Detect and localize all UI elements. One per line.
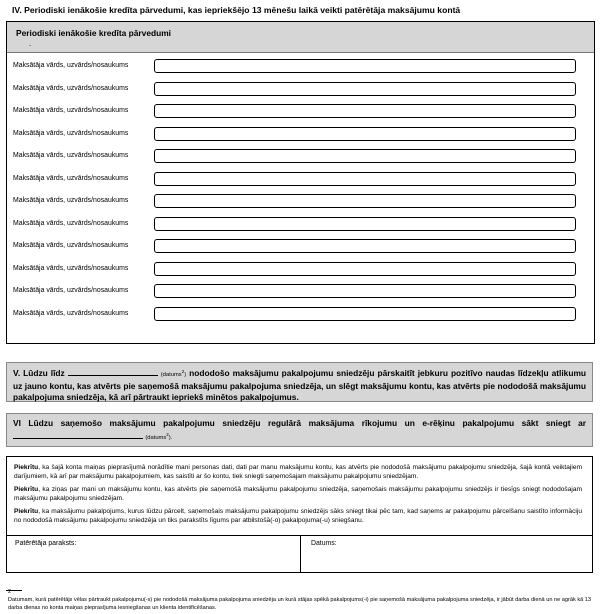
payer-row [7, 149, 594, 165]
payer-name-label: Maksātāja vārds, uzvārds/nosaukums [13, 84, 129, 92]
date-hint: (datums$^2$) [160, 369, 187, 378]
section-v-body: nododošo maksājumu pakalpojumu sniedzēju pārskaitīt jebkuru pozitīvo naudas līdzekļu atlikumu uz jauno kontu, kas atvērts pie saņemošā maksājumu pakalpojuma sniedzēja, un slēgt maksājumu kontu, kas atvērts pie nododošā maksājumu pakalpojuma sniedzēja, kā arī pārtraukt iepriekš minētos pakalpojumus. [13, 367, 587, 402]
section-v-box [6, 362, 593, 402]
payer-name-field[interactable] [154, 59, 576, 73]
section-iv-title: IV. Periodiski ienākošie kredīta pārvedumi, kas iepriekšējo 13 mēnešu laikā veikti patērētāja maksājumu kontā [12, 5, 461, 15]
consent-paragraph-3: Piekrītu, ka maksājumu pakalpojums, kurus lūdzu pārcelt, saņemošais maksājumu pakalpojumu sniedzējs sāks sniegt tikai pēc tam, kad saņems ar pakalpojumu pārcelšanu saistīto informāciju no nododošā maksājumu pakalpojumu sniedzēja un tiks parakstīts līgums par atbilstošā(-o) pakalpojuma(-u) sniegšanu. [14, 508, 582, 524]
payer-name-label: Maksātāja vārds, uzvārds/nosaukums [13, 219, 129, 227]
payer-name-field[interactable] [154, 217, 576, 231]
footnote-text: Datumam, kurā patērētājs vēlas pārtraukt pakalpojumu(-s) pie nododošā maksājuma pakalpojuma sniedzēja un kurā stājas spēkā pakalpojums(-i) pie saņemošā maksājuma pakalpojuma sniedzēja, ir jābūt darba dienā un ne agrāk kā 13 darba dienas no konta maiņas pieprasījuma iesniegšanas un klienta identificēšanas. [8, 597, 591, 611]
date-hint: (datums$^2$). [145, 432, 173, 441]
date-label: Datums: [311, 540, 337, 547]
payer-name-field[interactable] [154, 149, 576, 163]
section-vi-text [13, 418, 586, 444]
signature-column-divider [300, 535, 301, 572]
payer-name-field[interactable] [154, 127, 576, 141]
start-date-blank[interactable] [13, 431, 143, 439]
payer-name-field[interactable] [154, 194, 576, 208]
payer-row [7, 262, 594, 278]
payer-row [7, 217, 594, 233]
payer-row [7, 172, 594, 188]
transfer-date-blank[interactable] [68, 368, 158, 376]
payer-row [7, 82, 594, 98]
consent-paragraph-2: Piekrītu, ka ziņas par mani un maksājumu kontu, kas atvērts pie saņemošā maksājumu pakalpojumu sniedzēja, saņemošais maksājumu pakalpojumu sniedzējs ir tiesīgs sniegt nododošajam maksājumu pakalpojumu sniedzējam. [14, 486, 582, 502]
payer-name-field[interactable] [154, 82, 576, 96]
payer-name-label: Maksātāja vārds, uzvārds/nosaukums [13, 287, 129, 294]
consent-paragraph-1: Piekrītu, ka šajā konta maiņas pieprasījumā norādītie mani personas dati, dati par manu maksājumu kontu, kas atvērts pie nododošā maksājumu pakalpojumu sniedzēja, šajā kontā veiktajiem darījumiem, kā arī par maksājumu pakalpojumiem, kas saistīti ar šo kontu, tiek sniegti saņemošajam maksājumu pakalpojumu sniedzējam. [14, 464, 582, 480]
payer-name-label: Maksātāja vārds, uzvārds/nosaukums [13, 129, 129, 137]
payer-row [7, 127, 594, 143]
payer-name-field[interactable] [154, 239, 576, 253]
payer-name-label: Maksātāja vārds, uzvārds/nosaukums [13, 152, 129, 159]
section-v-prefix: V. Lūdzu līdz [13, 367, 65, 378]
payer-row [7, 59, 594, 75]
payer-name-field[interactable] [154, 284, 576, 298]
payer-row [7, 307, 594, 323]
signature-field[interactable] [8, 537, 298, 571]
periodic-transfers-header [7, 22, 594, 53]
payer-name-field[interactable] [154, 262, 576, 276]
periodic-transfers-title: Periodiski ienākošie kredīta pārvedumi [16, 28, 172, 38]
payer-name-label: Maksātāja vārds, uzvārds/nosaukums [13, 309, 129, 317]
section-vi-body: VI Lūdzu saņemošo maksājumu pakalpojumu sniedzēju regulārā maksājuma rīkojumu un e-rēķinu pakalpojumu sākt sniegt ar [13, 418, 586, 428]
section-v-text [13, 366, 586, 403]
payer-name-label: Maksātāja vārds, uzvārds/nosaukums [13, 62, 129, 69]
payer-row [7, 104, 594, 120]
section-vi-box [6, 413, 593, 447]
payer-name-field[interactable] [154, 172, 576, 186]
payer-name-label: Maksātāja vārds, uzvārds/nosaukums [13, 242, 129, 249]
payer-name-label: Maksātāja vārds, uzvārds/nosaukums [13, 107, 129, 114]
payer-name-label: Maksātāja vārds, uzvārds/nosaukums [13, 197, 129, 204]
payer-name-label: Maksātāja vārds, uzvārds/nosaukums [13, 174, 129, 182]
payer-name-field[interactable] [154, 307, 576, 321]
consent-box [6, 456, 593, 573]
header-mark: . [29, 39, 32, 48]
signature-label: Patērētāja paraksts: [15, 540, 77, 547]
payer-name-field[interactable] [154, 104, 576, 118]
payer-row [7, 284, 594, 300]
footnote-number: 2 [8, 589, 12, 595]
payer-row [7, 239, 594, 255]
payer-row [7, 194, 594, 210]
periodic-transfers-box [6, 21, 595, 344]
payer-name-label: Maksātāja vārds, uzvārds/nosaukums [13, 264, 129, 272]
date-field[interactable] [302, 537, 590, 571]
